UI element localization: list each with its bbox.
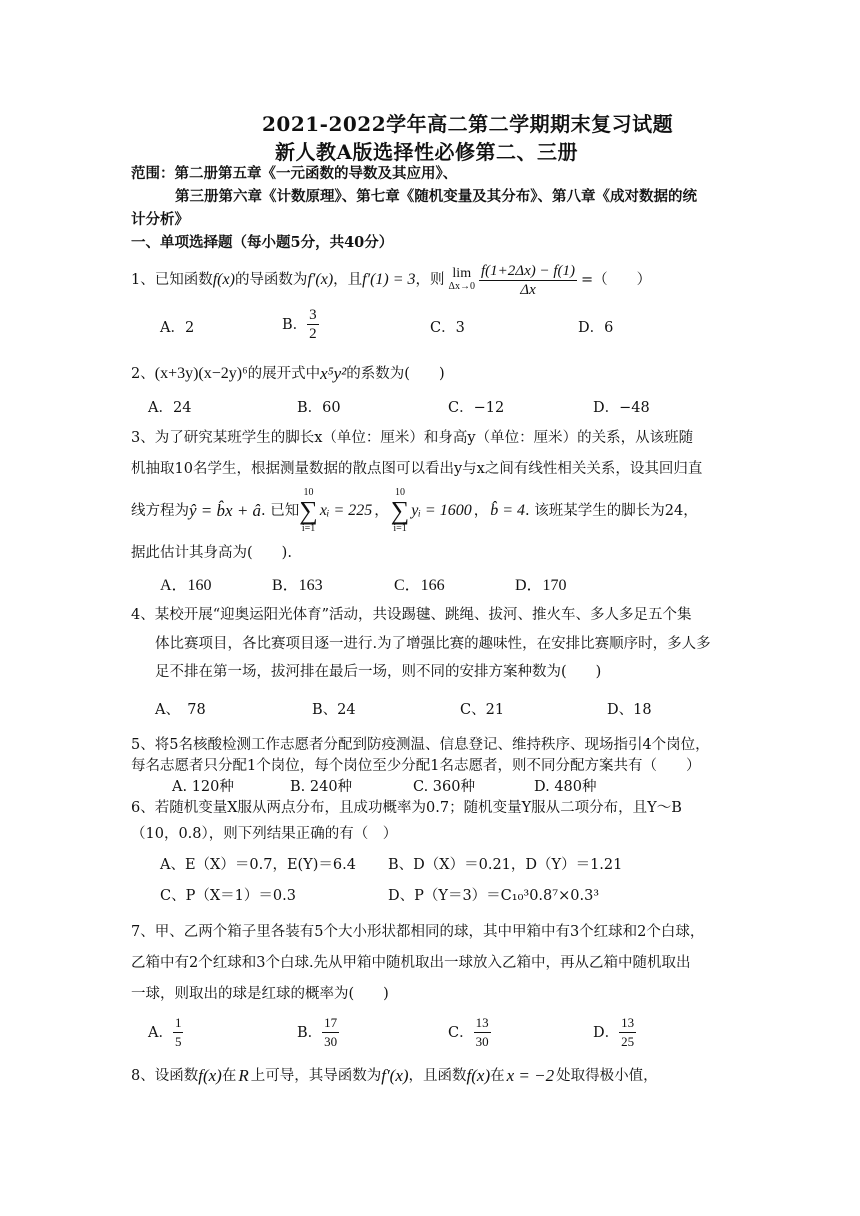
q1-denominator: Δx — [520, 281, 536, 298]
q1-b-num: 3 — [309, 307, 317, 323]
q7-line-3: 一球，则取出的球是红球的概率为( ) — [131, 986, 389, 1002]
q5-option-d: D. 480种 — [534, 779, 597, 795]
q3-sum-y: 10 ∑ i=1 — [390, 487, 410, 534]
q1-fx: f(x) — [212, 271, 235, 288]
q2-option-d: D．−48 — [593, 400, 650, 416]
q3-sum-y-value: yᵢ = 1600 — [411, 502, 472, 519]
q8-text-c: 上可导，其导函数为 — [250, 1068, 382, 1084]
q1-fraction — [479, 262, 577, 299]
q6-option-c: C、P（X＝1）＝0.3 — [160, 888, 296, 904]
q1-text-c: ，且 — [333, 272, 363, 288]
sum-upper: 10 — [303, 487, 314, 498]
q3-option-b: B．163 — [272, 577, 323, 594]
question-2-stem — [131, 364, 445, 384]
q2-text: 2、 — [131, 366, 155, 382]
q1-limit — [449, 267, 475, 293]
q8-text-e: 在 — [490, 1068, 505, 1084]
q3-option-a: A．160 — [160, 577, 212, 594]
q4-option-d: D、18 — [607, 702, 652, 718]
q2-option-a: A．24 — [148, 400, 192, 416]
q2-term: x⁵y² — [320, 364, 347, 383]
q7-d-num: 13 — [619, 1014, 636, 1033]
sum-lower: i=1 — [393, 523, 407, 534]
q1-answer-blank: =（ ） — [581, 272, 652, 288]
q7-a-fraction — [173, 1014, 184, 1051]
q1-option-a: A．2 — [160, 320, 195, 336]
q8-fx-2: f(x) — [466, 1066, 491, 1085]
q1-option-c: C．3 — [430, 320, 465, 336]
scope-line-1: 范围：第二册第五章《一元函数的导数及其应用》、 — [131, 165, 458, 182]
q6-line-2: （10，0.8），则下列结果正确的有（ ） — [131, 826, 398, 842]
question-8-stem — [131, 1066, 658, 1086]
q7-d-den: 25 — [621, 1034, 635, 1049]
q3-text-b: . 已知 — [261, 503, 300, 519]
q1-text-b: 的导函数为 — [234, 272, 308, 288]
exam-subtitle: 新人教A版选择性必修第二、三册 — [275, 140, 579, 164]
q3-regression-equation: ŷ = b̂x + â — [189, 501, 262, 520]
q7-a-label: A． — [148, 1024, 173, 1041]
q4-line-3: 足不排在第一场，拔河排在最后一场，则不同的安排方案种数为( ) — [155, 664, 602, 680]
q1-text: 1、已知函数 — [131, 272, 213, 288]
q2-text-c: 的系数为( ) — [346, 366, 445, 382]
q7-c-label: C． — [448, 1024, 474, 1041]
q8-text-b: 在 — [221, 1068, 237, 1084]
q1-text-d: ，则 — [415, 272, 445, 288]
q4-line-2: 体比赛项目，各比赛项目逐一进行.为了增强比赛的趣味性，在安排比赛顺序时，多人多 — [155, 636, 711, 652]
exam-title: 2021-2022学年高二第二学期期末复习试题 — [262, 112, 674, 136]
q3-option-d: D．170 — [515, 577, 567, 594]
q1-option-b-fraction — [307, 306, 319, 343]
q7-a-num: 1 — [173, 1014, 184, 1033]
q1-option-b-label: B． — [282, 316, 308, 333]
q7-line-2: 乙箱中有2个红球和3个白球.先从甲箱中随机取出一球放入乙箱中，再从乙箱中随机取出 — [131, 955, 691, 971]
q2-option-c: C．−12 — [448, 400, 505, 416]
q7-c-den: 30 — [475, 1034, 489, 1049]
q6-option-d: D、P（Y＝3）＝C₁₀³0.8⁷×0.3³ — [388, 888, 600, 904]
sum-upper: 10 — [395, 487, 406, 498]
q2-expression: (x+3y)(x−2y)⁶ — [154, 365, 248, 382]
q7-line-1: 7、甲、乙两个箱子里各装有5个大小形状都相同的球，其中甲箱中有3个红球和2个白球， — [131, 924, 705, 940]
q5-line-1: 5、将5名核酸检测工作志愿者分配到防疫测温、信息登记、维持秩序、现场指引4个岗位， — [131, 737, 710, 753]
q3-line-1: 3、为了研究某班学生的脚长x（单位：厘米）和身高y（单位：厘米）的关系，从该班随 — [131, 430, 694, 446]
q3-option-c: C．166 — [394, 577, 445, 594]
q1-option-d: D．6 — [578, 320, 614, 336]
q2-text-b: 的展开式中 — [247, 366, 321, 382]
q7-b-label: B． — [297, 1024, 323, 1041]
q4-option-c: C、21 — [460, 702, 505, 718]
limit-operator: lim — [452, 266, 472, 281]
scope-line-3: 计分析》 — [131, 211, 189, 228]
q3-sum-x-value: xᵢ = 225 — [319, 502, 373, 519]
q1-numerator: f(1+2Δx) − f(1) — [480, 262, 576, 279]
q8-text-d: ，且函数 — [408, 1068, 467, 1084]
q3-sum-x: 10 ∑ i=1 — [299, 487, 318, 534]
q7-d-fraction — [619, 1014, 636, 1051]
q6-option-b: B、D（X）＝0.21，D（Y）＝1.21 — [388, 857, 623, 873]
q3-line-3: 线方程为 ŷ = b̂x + â . 已知 10 ∑ i=1 xᵢ = 225 ， 10 ∑ i=1 yᵢ = 1600 ， b̂ = 4 . 该班某学生的脚长为24， — [131, 487, 698, 534]
q8-fpx: f′(x) — [381, 1066, 409, 1085]
q7-option-c — [448, 1014, 491, 1051]
q7-c-num: 13 — [474, 1014, 491, 1033]
q8-x-value: x = −2 — [506, 1066, 555, 1085]
question-1-stem — [131, 262, 651, 298]
q7-option-b — [297, 1014, 339, 1051]
q7-c-fraction — [474, 1014, 491, 1051]
q3-text-a: 线方程为 — [131, 503, 189, 519]
q7-b-fraction — [322, 1014, 339, 1051]
q1-b-den: 2 — [309, 326, 317, 342]
q8-real-set: R — [238, 1066, 249, 1085]
q7-d-label: D． — [593, 1024, 620, 1041]
q7-b-num: 17 — [322, 1014, 339, 1033]
q5-option-b: B. 240种 — [290, 779, 353, 795]
q3-text-c: . 该班某学生的脚长为24， — [525, 503, 698, 519]
q4-option-a: A、 78 — [155, 702, 206, 718]
q8-text-a: 8、设函数 — [131, 1068, 199, 1084]
limit-subscript: Δx→0 — [448, 281, 475, 292]
scope-line-2: 第三册第六章《计数原理》、第七章《随机变量及其分布》、第八章《成对数据的统 — [175, 188, 697, 205]
q3-line-4: 据此估计其身高为( ). — [131, 545, 292, 561]
q6-line-1: 6、若随机变量X服从两点分布，且成功概率为0.7；随机变量Y服从二项分布，且Y～B — [131, 800, 682, 816]
q5-line-2: 每名志愿者只分配1个岗位，每个岗位至少分配1名志愿者，则不同分配方案共有（ ） — [131, 758, 701, 774]
q4-option-b: B、24 — [312, 702, 356, 718]
q8-fx: f(x) — [198, 1066, 222, 1085]
q6-option-a: A、E（X）＝0.7，E(Y)＝6.4 — [160, 857, 356, 873]
q4-line-1: 4、某校开展“迎奥运阳光体育”活动，共设踢毽、跳绳、拔河、推火车、多人多足五个集 — [131, 607, 692, 623]
q3-b-hat: b̂ = 4 — [490, 502, 526, 519]
q7-a-den: 5 — [174, 1034, 182, 1049]
q1-fp1: f′(1) = 3 — [362, 271, 416, 288]
q7-b-den: 30 — [324, 1034, 338, 1049]
q1-fpx: f′(x) — [307, 271, 334, 288]
q7-option-d — [593, 1014, 636, 1051]
q7-option-a — [148, 1014, 183, 1051]
q1-option-b — [282, 306, 319, 343]
q2-option-b: B．60 — [297, 400, 341, 416]
section-heading: 一、单项选择题（每小题5分，共40分） — [131, 234, 394, 251]
q3-line-2: 机抽取10名学生，根据测量数据的散点图可以看出y与x之间有线性相关关系，设其回归直 — [131, 461, 703, 477]
q8-text-f: 处取得极小值， — [556, 1068, 658, 1084]
sum-lower: i=1 — [301, 523, 316, 534]
q5-option-c: C. 360种 — [413, 779, 475, 795]
q5-option-a: A. 120种 — [172, 779, 234, 795]
